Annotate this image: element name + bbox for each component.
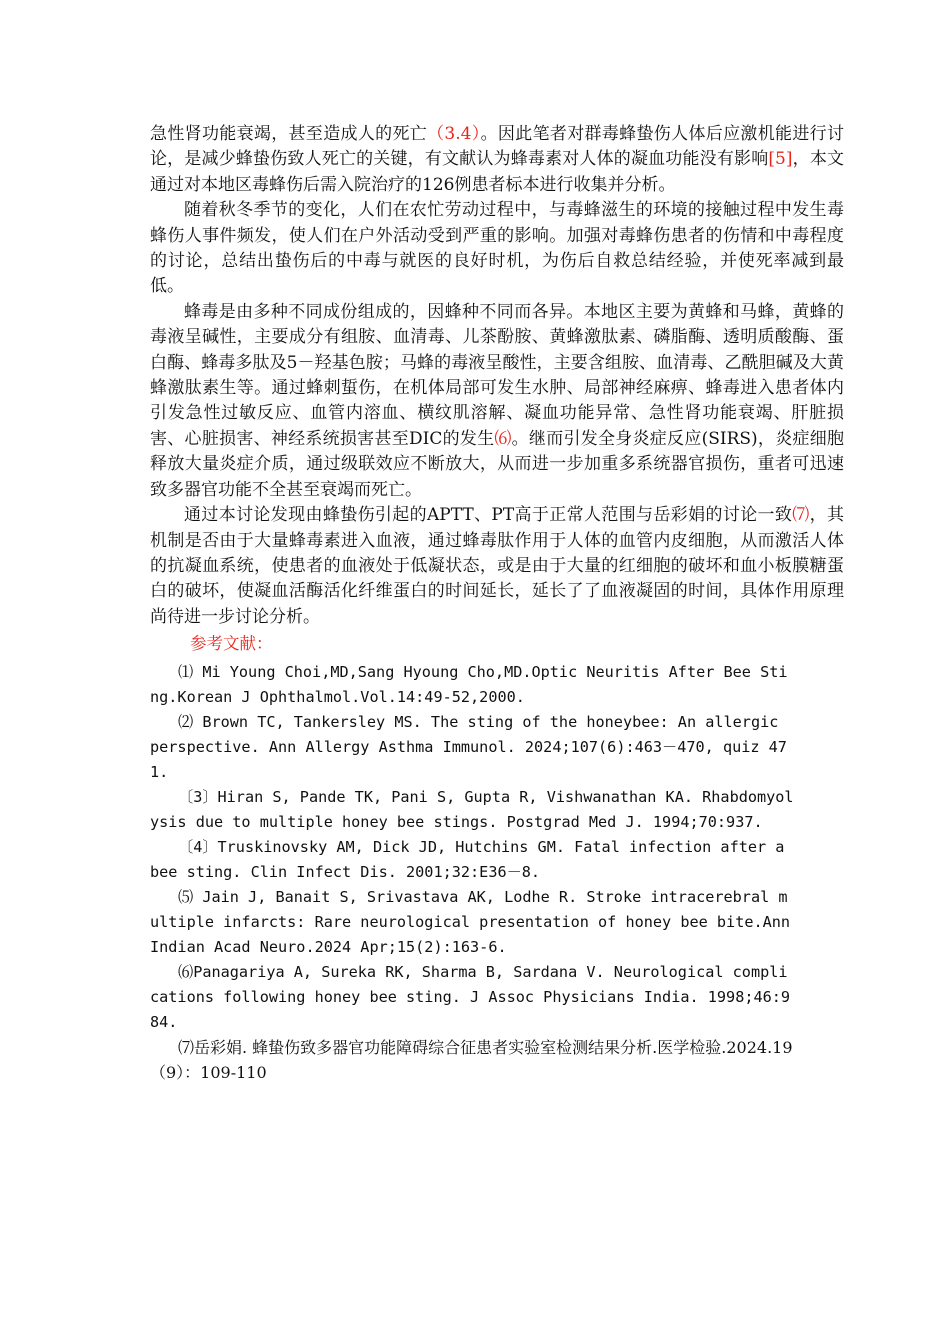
paragraph-1-text-b: 。因此笔者对群毒蜂蛰伤人体后应激机能进行讨论，是减少蜂蛰伤致人死亡的关键，有文献认为蜂毒素对人体的凝血功能没有影响 [150, 124, 844, 170]
citation-6: ⑹ [494, 428, 512, 449]
paragraph-1 [150, 122, 844, 198]
reference-item-3: 〔3〕Hiran S, Pande TK, Pani S, Gupta R, Vishwanathan KA. Rhabdomyolysis due to multiple honey bee stings. Postgrad Med J. 1994;70:937. [150, 788, 794, 832]
citation-3-4: （3.4） [427, 124, 481, 144]
reference-item-1: ⑴ Mi Young Choi,MD,Sang Hyoung Cho,MD.Optic Neuritis After Bee Sting.Korean J Ophthalmol.Vol.14:49-52,2000. [150, 663, 788, 707]
paragraph-3 [150, 300, 844, 503]
paragraph-4-text-a: 通过本讨论发现由蜂蛰伤引起的APTT、PT高于正常人范围与岳彩娟的讨论一致 [184, 505, 793, 526]
paragraph-1-text-a: 急性肾功能衰竭，甚至造成人的死亡 [150, 124, 428, 144]
reference-item-4: 〔4〕Truskinovsky AM, Dick JD, Hutchins GM. Fatal infection after a bee sting. Clin Infect Dis. 2001;32:E36－8. [150, 838, 785, 882]
reference-item-5: ⑸ Jain J, Banait S, Srivastava AK, Lodhe R. Stroke intracerebral multiple infarcts: Rare neurological presentation of honey bee bite.Ann Indian Acad Neuro.2024 Apr;15(2):163-6. [150, 888, 791, 957]
paragraph-3-text-a: 蜂毒是由多种不同成份组成的，因蜂种不同而各异。本地区主要为黄蜂和马蜂，黄蜂的毒液呈碱性，主要成分有组胺、血清毒、儿茶酚胺、黄蜂激肽素、磷脂酶、透明质酸酶、蛋白酶、蜂毒多肽及5－羟基色胺；马蜂的毒液呈酸性，主要含组胺、血清毒、乙酰胆碱及大黄蜂激肽素生等。通过蜂刺蜇伤，在机体局部可发生水肿、局部神经麻痹、蜂毒进入患者体内引发急性过敏反应、血管内溶血、横纹肌溶解、凝血功能异常、急性肾功能衰竭、肝脏损害、心脏损害、神经系统损害甚至DIC的发生 [150, 301, 844, 449]
citation-5: [5] [768, 149, 793, 170]
paragraph-2: 随着秋冬季节的变化，人们在农忙劳动过程中，与毒蜂滋生的环境的接触过程中发生毒蜂伤人事件频发，使人们在户外活动受到严重的影响。加强对毒蜂伤患者的伤情和中毒程度的讨论，总结出蛰伤后的中毒与就医的良好时机，为伤后自救总结经验，并使死率减到最低。 [150, 200, 844, 297]
paragraph-1-text-c: ，本文通过对本地区毒蜂伤后需入院治疗的126例患者标本进行收集并分析。 [150, 149, 845, 195]
reference-list [150, 660, 844, 1085]
paragraph-4-text-b: ，其机制是否由于大量蜂毒素进入血液，通过蜂毒肽作用于人体的血管内皮细胞，从而激活人体的抗凝血系统，使患者的血液处于低凝状态，或是由于大量的红细胞的破坏和血小板膜糖蛋白的破坏，使凝血活酶活化纤维蛋白的时间延长，延长了了血液凝固的时间，具体作用原理尚待进一步讨论分析。 [150, 505, 844, 627]
references-heading: 参考文献： [190, 634, 273, 654]
reference-item-6: ⑹Panagariya A, Sureka RK, Sharma B, Sardana V. Neurological complications following honey bee sting. J Assoc Physicians India. 1998;46:984. [150, 963, 791, 1032]
reference-item-7: ⑺岳彩娟. 蜂蛰伤致多器官功能障碍综合征患者实验室检测结果分析.医学检验.2024.19（9）：109-110 [150, 1038, 793, 1083]
paragraph-3-text-b: 。继而引发全身炎症反应(SIRS)，炎症细胞释放大量炎症介质，通过级联效应不断放大，从而进一步加重多系统器官损伤，重者可迅速致多器官功能不全甚至衰竭而死亡。 [150, 428, 844, 500]
citation-7: ⑺ [792, 505, 810, 526]
document-page [150, 122, 844, 1085]
paragraph-4 [150, 503, 844, 630]
reference-item-2: ⑵ Brown TC, Tankersley MS. The sting of the honeybee: An allergic perspective. Ann Allergy Asthma Immunol. 2024;107(6):463－470, quiz 471. [150, 713, 787, 782]
